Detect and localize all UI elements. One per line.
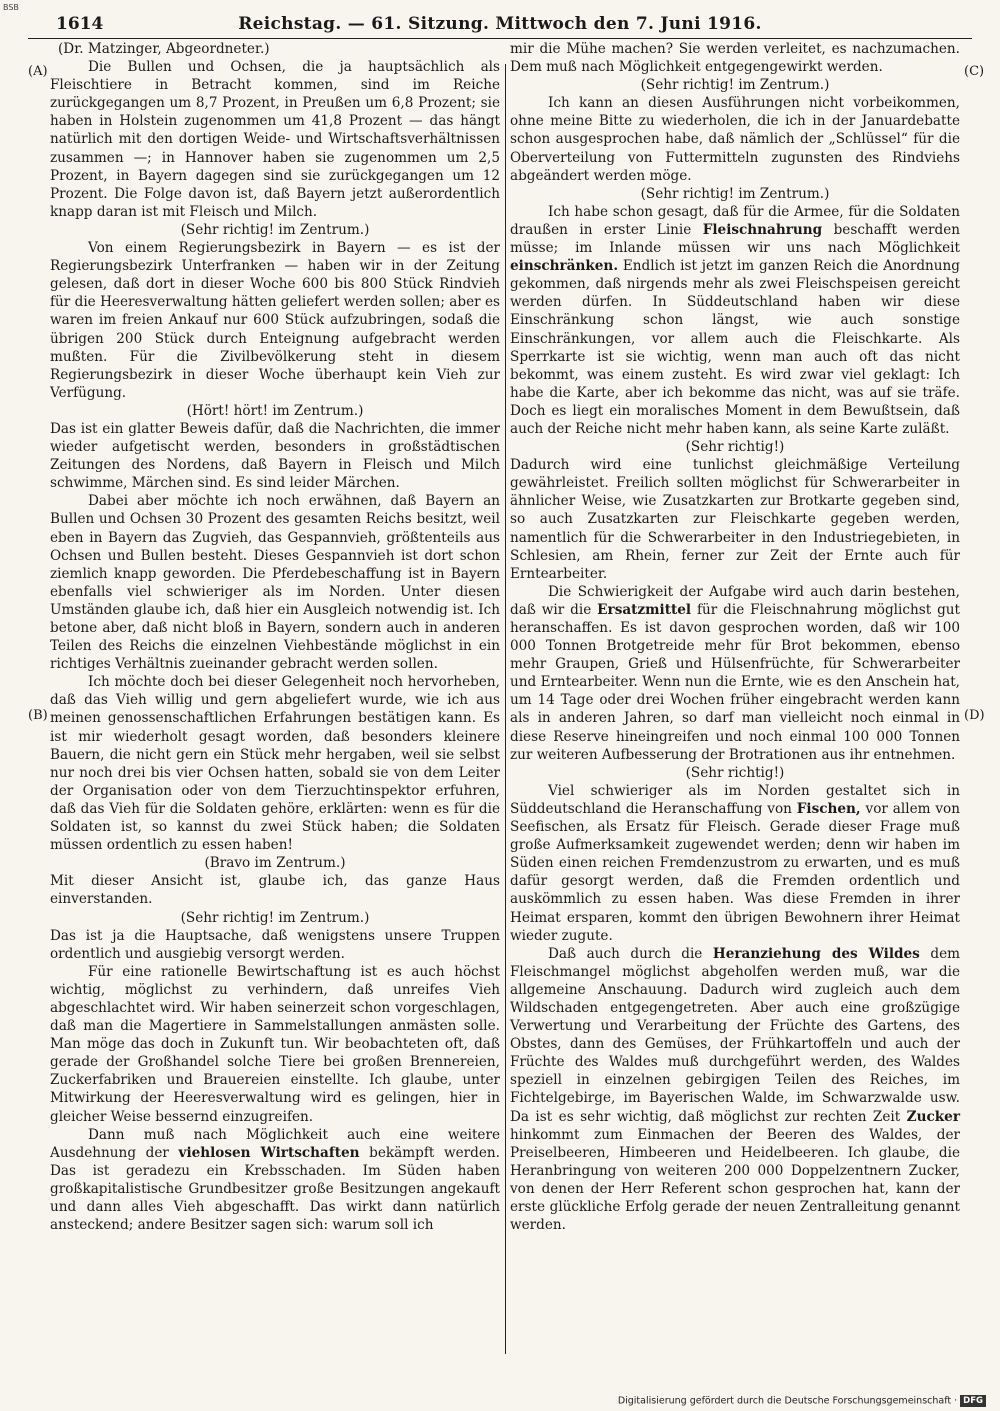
emphasis: Heranziehung des Wildes	[712, 945, 920, 962]
text-run: bekämpft werden. Das ist geradezu ein Krebsschaden. Im Süden haben großkapitalistische Grundbesitzer große Besitzungen angekauft und dann alles Vieh abgeschafft. Das wirkt dann natürlich ansteckend; andere Besitzer sagen sich: warum soll ich	[50, 1144, 500, 1234]
text-run: für die Fleischnahrung möglichst gut heranschaffen. Es ist davon gesprochen worden, daß wir 100 000 Tonnen Brotgetreide mehr für Brot bekommen, ebenso mehr Graupen, Grieß und Hülsenfrüchte, für Schwerarbeiter und Erntearbeiter. Wenn nun die Ernte, wie es den Anschein hat, um 14 Tage oder drei Wochen früher eingebracht werden kann als in anderen Jahren, so darf man vielleicht noch einmal in diese Reserve hineingreifen und noch einmal 100 000 Tonnen zur weiteren Aufbesserung der Brotrationen aus ihr entnehmen.	[510, 601, 960, 763]
margin-marker-a: (A)	[28, 64, 48, 79]
paragraph: Dabei aber möchte ich noch erwähnen, daß Bayern an Bullen und Ochsen 30 Prozent des gesamten Reichs besitzt, weil eben in Bayern das Zugvieh, das Gespannvieh, größtenteils aus Ochsen und Bullen besteht. Dieses Gespannvieh ist dort schon ziemlich knapp geworden. Die Pferdebeschaffung ist in Bayern ebenfalls viel schwieriger als im Norden. Unter diesen Umständen glaube ich, daß hier ein Ausgleich notwendig ist. Ich betone aber, daß nicht bloß in Bayern, sondern auch in anderen Teilen des Reichs die einzelnen Viehbestände möglichst in ein richtiges Verhältnis zueinander gebracht werden sollen.	[50, 493, 500, 673]
interjection: (Bravo im Zentrum.)	[204, 855, 346, 872]
text-run: Viel schwieriger als im Norden gestaltet sich in Süddeutschland die Heranschaffung von	[510, 782, 960, 817]
paragraph	[510, 945, 960, 1235]
interjection: (Sehr richtig!)	[685, 439, 785, 456]
text-run: Daß auch durch die	[548, 945, 713, 962]
dfg-logo: DFG	[960, 1395, 986, 1407]
paragraph: mir die Mühe machen? Sie werden verleitet, es nachzumachen. Dem muß nach Möglichkeit entgegengewirkt werden.	[510, 41, 960, 76]
emphasis: Zucker	[906, 1108, 960, 1125]
emphasis: Fischen,	[796, 800, 861, 817]
paragraph: Für eine rationelle Bewirtschaftung ist es auch höchst wichtig, möglichst zu verhindern, daß unreifes Vieh abgeschlachtet wird. Wir haben seinerzeit schon vorgeschlagen, daß man die Magertiere in Sammelstallungen anmästen solle. Man möge das doch in Zukunft tun. Wir beobachteten oft, daß gerade der Großhandel solche Tiere bei großen Brennereien, Zuckerfabriken und Brauereien einstellte. Ich glaube, unter Mitwirkung der Heeresverwaltung wird es gelingen, hier in gleicher Weise bessernd einzugreifen.	[50, 963, 500, 1125]
text-columns	[50, 40, 960, 1356]
right-column	[510, 40, 960, 1234]
library-stamp: BSB	[3, 3, 19, 12]
text-run: hinkommt zum Einmachen der Beeren des Waldes, der Preiselbeeren, Himbeeren und Heidelbeeren. Ich glaube, die Heranbringung von weiteren 200 000 Doppelzentnern Zucker, von denen der Herr Referent schon gesprochen hat, kann der erste glückliche Erfolg gerade der neuen Zentralleitung genannt werden.	[510, 1126, 960, 1234]
paragraph: Das ist ein glatter Beweis dafür, daß die Nachrichten, die immer wieder aufgetischt werden, besonders in großstädtischen Zeitungen des Nordens, daß Bayern in Fleisch und Milch schwimme, Märchen sind. Es sind leider Märchen.	[50, 420, 500, 492]
paragraph: Die Bullen und Ochsen, die ja hauptsächlich als Fleischtiere in Betracht kommen, sind im Reiche zurückgegangen um 8,7 Prozent, in Preußen um 6,8 Prozent; sie haben in Holstein zugenommen um 41,8 Prozent — das hängt natürlich mit den dortigen Weide- und Wirtschaftsverhältnissen zusammen —; in Hannover haben sie zugenommen um 2,5 Prozent, in Bayern dagegen sind sie zurückgegangen um 12 Prozent. Die Folge davon ist, daß Bayern jetzt außerordentlich knapp daran ist mit Fleisch und Milch.	[50, 59, 500, 220]
interjection: (Sehr richtig!)	[685, 764, 785, 781]
interjection: (Hört! hört! im Zentrum.)	[186, 402, 364, 419]
paragraph: Ich möchte doch bei dieser Gelegenheit noch hervorheben, daß das Vieh willig und gern abgeliefert wurde, wie ich aus meinen genossenschaftlichen Erfahrungen bestätigen kann. Es ist mir wiederholt gesagt worden, daß besonders kleinere Bauern, die nicht gern ein Stück mehr hergaben, weil sie selbst nur noch drei bis vier Ochsen hatten, sobald sie von dem Leiter der Organisation oder von dem Tierzuchtinspektor erfuhren, daß das Vieh für die Soldaten gehöre, erklärten: wenn es für die Soldaten ist, so kannst du zwei Stück haben; die Soldaten müssen ordentlich zu essen haben!	[50, 674, 500, 854]
speaker-attribution: (Dr. Matzinger, Abgeordneter.)	[58, 41, 270, 57]
interjection: (Sehr richtig! im Zentrum.)	[640, 77, 830, 94]
interjection: (Sehr richtig! im Zentrum.)	[640, 185, 830, 202]
page-header	[28, 10, 972, 39]
left-column	[50, 40, 500, 1234]
paragraph	[50, 1126, 500, 1235]
paragraph: Dadurch wird eine tunlichst gleichmäßige Verteilung gewährleistet. Freilich sollten möglichst für Schwerarbeiter in ähnlicher Weise, wie Zusatzkarten zur Brotkarte gegeben sind, so auch Zusatzkarten zur Fleischkarte gegeben werden, namentlich für die Schwerarbeiter in den Industriegebieten, in Schlesien, am Rhein, ferner zur Zeit der Ernte auch für Erntearbeiter.	[510, 457, 960, 582]
interjection: (Sehr richtig! im Zentrum.)	[180, 221, 370, 238]
paragraph	[510, 782, 960, 945]
page-number: 1614	[56, 14, 104, 34]
text-run: dem Fleischmangel möglichst abgeholfen werden muß, war die allgemeine Anschauung. Dadurch wird zugleich auch dem Wildschaden entgegengetreten. Aber auch eine großzügige Verwertung und Verarbeitung der Früchte des Gartens, des Obstes, dann des Gemüses, der Frühkartoffeln und auch der Früchte des Waldes muß durchgeführt werden, des Waldes speziell in einzelnen gebirgigen Teilen des Reiches, im Fichtelgebirge, im Bayerischen Walde, im Schwarzwalde usw. Da ist es sehr wichtig, daß möglichst zur rechten Zeit	[510, 945, 961, 1125]
text-run: Die Schwierigkeit der Aufgabe wird auch darin bestehen, daß wir die	[510, 583, 960, 618]
text-run: Endlich ist jetzt im ganzen Reich die Anordnung gekommen, daß nirgends mehr als zwei Fleischspeisen gereicht werden dürfen. In Süddeutschland haben wir diese Einschränkung schon längst, wie auch sonstige Einschränkungen, vor allem auch die Fleischkarte. Als Sperrkarte ist sie wichtig, wenn man auch oft das nicht bekommt, was einem zusteht. Es wird zwar viel geklagt: Ich habe die Karte, aber ich bekomme das nicht, was auf sie träfe. Doch es liegt ein moralisches Moment in dem Bewußtsein, daß auch der Reiche nicht mehr haben kann, als seine Karte zuläßt.	[510, 258, 960, 437]
text-run: vor allem von Seefischen, als Ersatz für Fleisch. Gerade dieser Frage muß große Aufmerksamkeit zugewendet werden; denn wir haben im Süden einen reichen Fremdenzustrom zu erwarten, und es muß dafür gesorgt werden, daß die Fremden ordentlich und auskömmlich zu essen haben. Was diese Fremden in ihrer Heimat ersparen, kommt den übrigen Bewohnern ihrer Heimat wieder zugute.	[510, 800, 960, 944]
digitization-footer	[618, 1395, 986, 1407]
margin-marker-c: (C)	[964, 64, 985, 79]
paragraph: Ich kann an diesen Ausführungen nicht vorbeikommen, ohne meine Bitte zu wiederholen, die ich in der Januardebatte schon ausgesprochen habe, daß nämlich der „Schlüssel“ für die Oberverteilung von Futtermitteln zugunsten des Rindviehs abgeändert werden möge.	[510, 95, 960, 184]
emphasis: Fleischnahrung	[702, 221, 823, 238]
running-head: Reichstag. — 61. Sitzung. Mittwoch den 7. Juni 1916.	[238, 14, 762, 34]
text-run: beschafft werden müsse; im Inlande müssen wir uns nach Möglichkeit	[510, 221, 961, 257]
paragraph: Von einem Regierungsbezirk in Bayern — es ist der Regierungsbezirk Unterfranken — haben wir in der Zeitung gelesen, daß dort in dieser Woche 600 bis 800 Stück Rindvieh für die Heeresverwaltung hätten geliefert werden sollen; aber es waren im freien Ankauf nur 600 Stück aufzubringen, sodaß die übrigen 200 Stück durch Enteignung aufgebracht werden mußten. Für die Zivilbevölkerung steht in diesem Regierungsbezirk in dieser Woche überhaupt kein Vieh zur Verfügung.	[50, 240, 500, 401]
margin-marker-b: (B)	[28, 708, 48, 723]
interjection: (Sehr richtig! im Zentrum.)	[180, 909, 370, 926]
emphasis: einschränken.	[510, 258, 619, 275]
text-run: Dann muß nach Möglichkeit auch eine weitere Ausdehnung der	[50, 1126, 500, 1161]
paragraph: Das ist ja die Hauptsache, daß wenigstens unsere Truppen ordentlich und ausgiebig versorgt werden.	[50, 927, 500, 962]
emphasis: Ersatzmittel	[597, 601, 692, 618]
paragraph	[510, 203, 960, 438]
margin-marker-d: (D)	[964, 708, 985, 723]
emphasis: viehlosen Wirtschaften	[178, 1144, 360, 1161]
column-divider	[505, 64, 506, 1354]
paragraph	[510, 583, 960, 764]
text-run: Ich habe schon gesagt, daß für die Armee, für die Soldaten draußen in erster Linie	[510, 203, 960, 238]
paragraph: Mit dieser Ansicht ist, glaube ich, das ganze Haus einverstanden.	[50, 873, 500, 908]
footer-text: Digitalisierung gefördert durch die Deutsche Forschungsgemeinschaft ·	[617, 1395, 958, 1407]
